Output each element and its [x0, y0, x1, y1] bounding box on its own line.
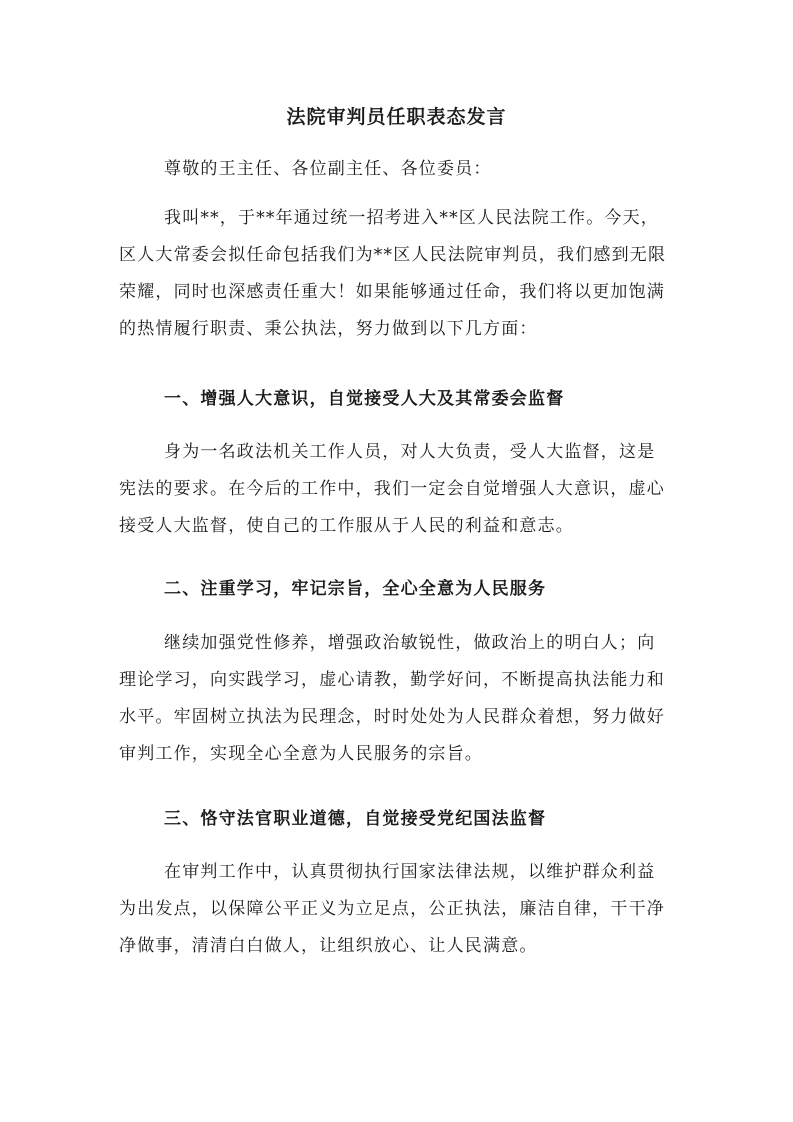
section-heading-2: 二、注重学习，牢记宗旨，全心全意为人民服务 [164, 579, 547, 599]
salutation: 尊敬的王主任、各位副主任、各位委员： [164, 159, 492, 179]
paragraph-line: 审判工作，实现全心全意为人民服务的宗旨。 [119, 744, 483, 764]
paragraph-line: 区人大常委会拟任命包括我们为**区人民法院审判员，我们感到无限 [119, 245, 667, 265]
paragraph-line: 荣耀，同时也深感责任重大！如果能够通过任命，我们将以更加饱满 [119, 282, 665, 302]
section-heading-1: 一、增强人大意识，自觉接受人大及其常委会监督 [164, 389, 565, 409]
paragraph-line: 继续加强党性修养，增强政治敏锐性，做政治上的明白人；向 [164, 633, 656, 653]
section-paragraph-1 [119, 434, 679, 545]
paragraph-line: 水平。牢固树立执法为民理念，时时处处为人民群众着想，努力做好 [119, 707, 665, 727]
document-title: 法院审判员任职表态发言 [286, 106, 507, 128]
paragraph-line: 接受人大监督，使自己的工作服从于人民的利益和意志。 [119, 516, 574, 536]
paragraph-line: 净做事，清清白白做人，让组织放心、让人民满意。 [119, 936, 538, 956]
paragraph-line: 身为一名政法机关工作人员，对人大负责，受人大监督，这是 [164, 442, 656, 462]
section-paragraph-2 [119, 625, 679, 773]
paragraph-line: 宪法的要求。在今后的工作中，我们一定会自觉增强人大意识，虚心 [119, 479, 665, 499]
section-paragraph-3 [119, 854, 679, 965]
section-heading-3: 三、恪守法官职业道德，自觉接受党纪国法监督 [164, 809, 547, 829]
paragraph-line: 理论学习，向实践学习，虚心请教，勤学好问，不断提高执法能力和 [119, 670, 665, 690]
intro-paragraph [119, 200, 679, 348]
paragraph-line: 在审判工作中，认真贯彻执行国家法律法规，以维护群众利益 [164, 862, 656, 882]
paragraph-line: 为出发点，以保障公平正义为立足点，公正执法，廉洁自律，干干净 [119, 899, 665, 919]
paragraph-line: 我叫**，于**年通过统一招考进入**区人民法院工作。今天， [164, 208, 659, 228]
paragraph-line: 的热情履行职责、秉公执法，努力做到以下几方面： [119, 319, 538, 339]
